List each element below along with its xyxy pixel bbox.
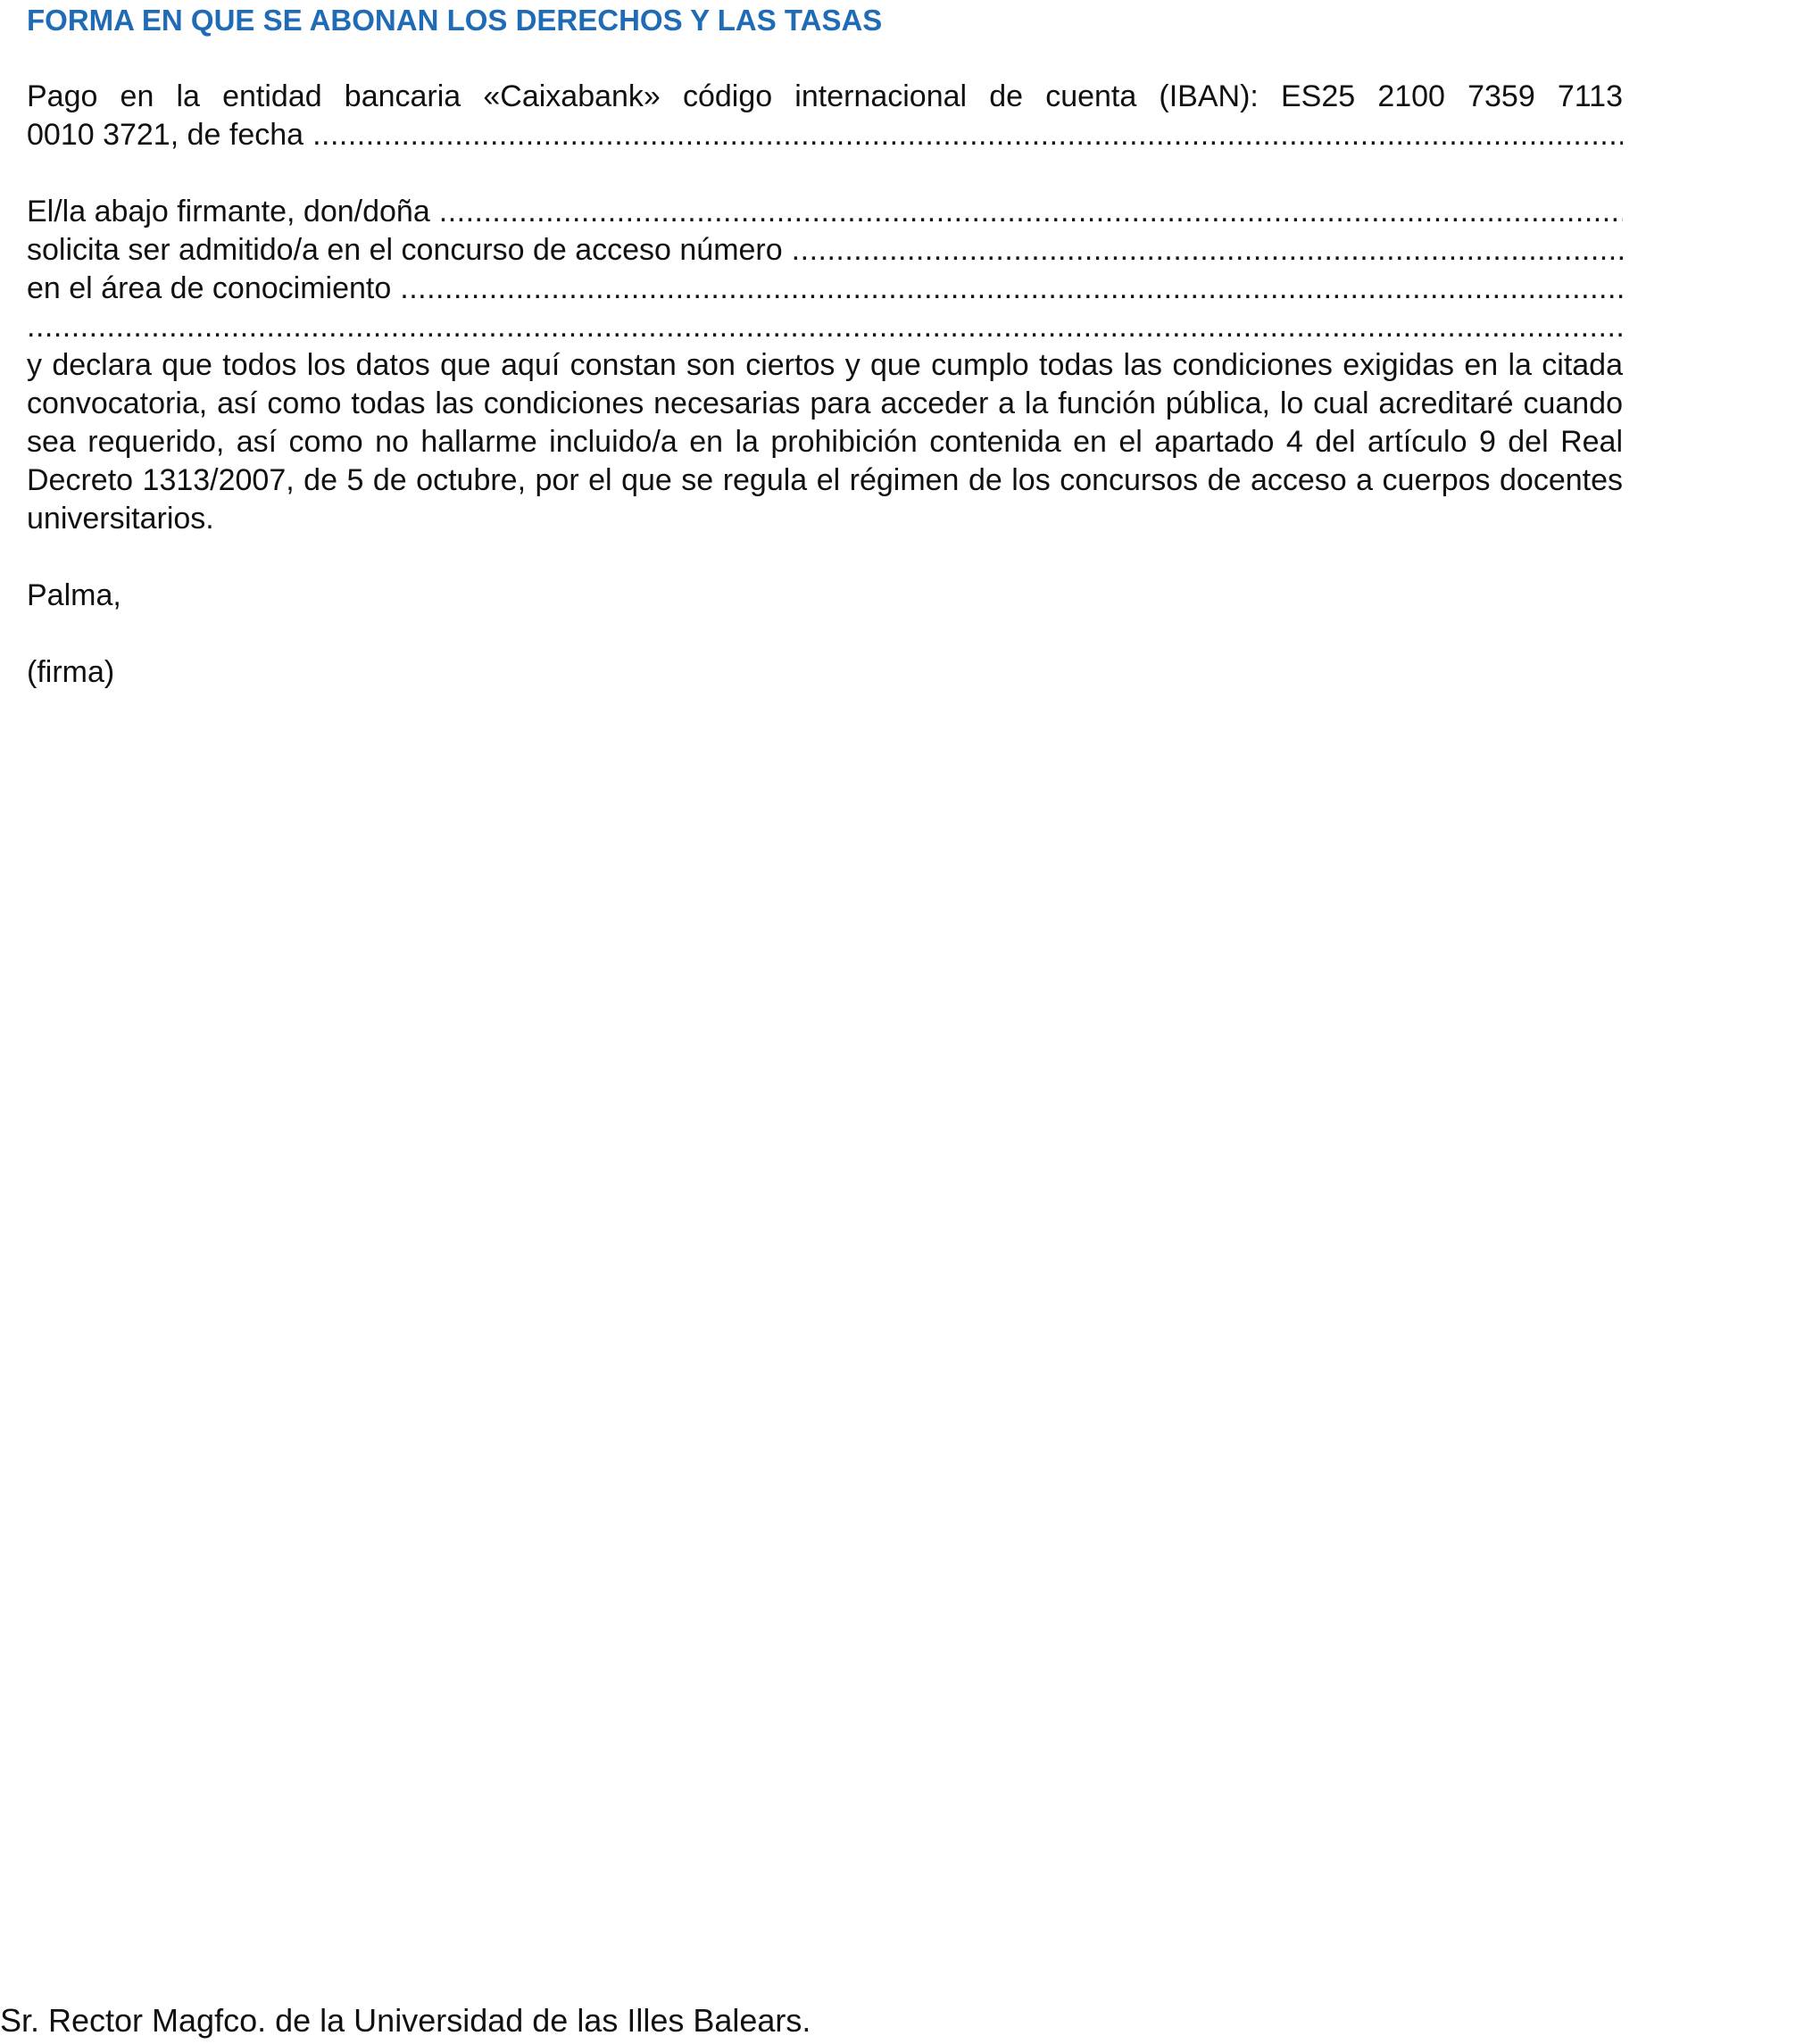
payment-date-label: 0010 3721, de fecha [27,118,304,152]
addressee-footer: Sr. Rector Magfco. de la Universidad de las Illes Balears. [0,2002,811,2039]
knowledge-area-label: en el área de conocimiento [27,271,392,305]
knowledge-area-field[interactable] [27,270,1623,308]
signer-name-field[interactable] [27,193,1623,231]
payment-date-blank[interactable] [312,116,1623,154]
signer-name-blank[interactable] [439,193,1623,231]
payment-info-line: Pago en la entidad bancaria «Caixabank» código internacional de cuenta (IBAN): ES25 2100 7359 7113 [27,79,1623,113]
contest-number-label: solicita ser admitido/a en el concurso de acceso número [27,233,783,267]
contest-number-field[interactable] [27,231,1623,270]
form-page [27,0,1623,692]
signer-name-label: El/la abajo firmante, don/doña [27,195,430,228]
contest-number-blank[interactable] [792,231,1623,270]
signature-label: (firma) [27,655,115,689]
knowledge-area-blank[interactable] [400,270,1623,308]
declaration-paragraph: y declara que todos los datos que aquí constan son ciertos y que cumplo todas las condiciones exigidas en la citada convocatoria, así como todas las condiciones necesarias para acceder a la función pública, lo cual acreditaré cuando sea requerido, así como no hallarme incluido/a en la prohibición contenida en el apartado 4 del artículo 9 del Real Decreto 1313/2007, de 5 de octubre, por el que se regula el régimen de los concursos de acceso a cuerpos docentes universitarios. [27,348,1623,536]
knowledge-area-blank-2[interactable] [27,308,1623,346]
knowledge-area-continuation[interactable] [27,308,1623,346]
section-title: FORMA EN QUE SE ABONAN LOS DERECHOS Y LAS TASAS [27,4,883,37]
payment-date-field[interactable] [27,116,1623,154]
place-text: Palma, [27,578,121,612]
